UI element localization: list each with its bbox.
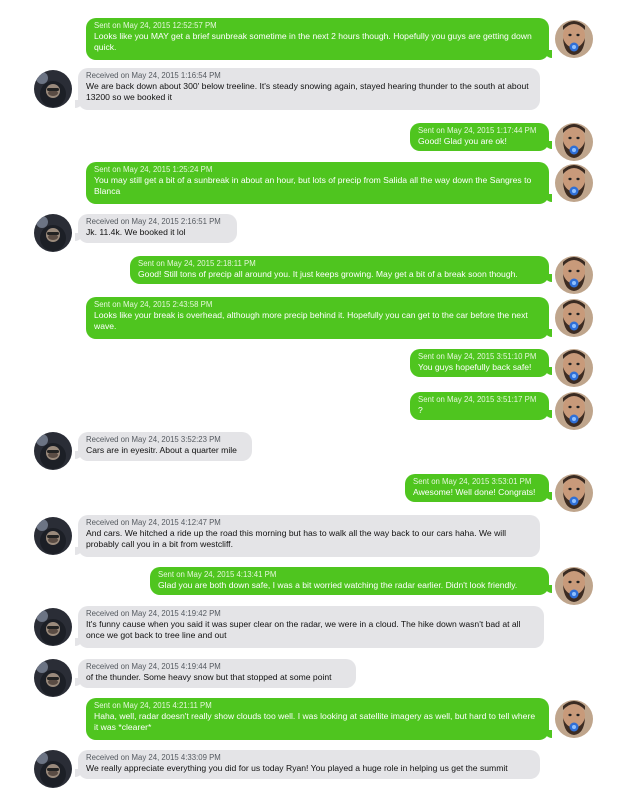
avatar-bearded-man-with-pacifier-icon[interactable]	[555, 256, 593, 294]
bubble-tail	[75, 451, 83, 459]
message-text: ?	[418, 405, 423, 415]
message-text: Cars are in eyesitr. About a quarter mile	[86, 445, 237, 455]
message-timestamp: Received on May 24, 2015 4:19:42 PM	[86, 609, 221, 618]
bubble-tail	[544, 492, 552, 500]
message-text: Good! Still tons of precip all around you. It just keeps growing. May get a bit of a break soon though.	[138, 269, 518, 279]
received-message-bubble[interactable]	[78, 214, 237, 243]
sent-message-bubble[interactable]	[410, 123, 549, 151]
received-message-bubble[interactable]	[78, 68, 540, 110]
message-timestamp: Sent on May 24, 2015 4:13:41 PM	[158, 570, 277, 579]
sent-message-bubble[interactable]	[405, 474, 549, 502]
sent-message-bubble[interactable]	[410, 392, 549, 420]
bubble-tail	[544, 730, 552, 738]
received-message-bubble[interactable]	[78, 659, 356, 688]
avatar-hiker-in-hood-icon[interactable]	[34, 70, 72, 108]
message-timestamp: Received on May 24, 2015 4:19:44 PM	[86, 662, 221, 671]
message-text: Haha, well, radar doesn't really show clouds too well. I was looking at satellite imagery as well, but hard to tell where it was *clearer*	[94, 711, 536, 732]
received-message-bubble[interactable]	[78, 515, 540, 557]
avatar-bearded-man-with-pacifier-icon[interactable]	[555, 474, 593, 512]
message-text: We really appreciate everything you did for us today Ryan! You played a huge role in helping us get the summit	[86, 763, 508, 773]
bubble-tail	[544, 585, 552, 593]
sent-message-bubble[interactable]	[150, 567, 549, 595]
avatar-hiker-in-hood-icon[interactable]	[34, 432, 72, 470]
avatar-hiker-in-hood-icon[interactable]	[34, 750, 72, 788]
message-timestamp: Sent on May 24, 2015 1:17:44 PM	[418, 126, 537, 135]
message-row	[0, 123, 630, 151]
bubble-tail	[75, 678, 83, 686]
avatar-bearded-man-with-pacifier-icon[interactable]	[555, 20, 593, 58]
message-row	[0, 18, 630, 60]
message-row	[0, 256, 630, 284]
received-message-bubble[interactable]	[78, 606, 544, 648]
message-row	[0, 515, 630, 557]
sent-message-bubble[interactable]	[130, 256, 549, 284]
message-timestamp: Sent on May 24, 2015 4:21:11 PM	[94, 701, 212, 710]
sent-message-bubble[interactable]	[86, 297, 549, 339]
bubble-tail	[544, 141, 552, 149]
message-timestamp: Sent on May 24, 2015 12:52:57 PM	[94, 21, 217, 30]
message-text: Awesome! Well done! Congrats!	[413, 487, 536, 497]
bubble-tail	[544, 274, 552, 282]
message-row	[0, 297, 630, 339]
avatar-hiker-in-hood-icon[interactable]	[34, 517, 72, 555]
message-text: Glad you are both down safe, I was a bit worried watching the radar earlier. Didn't look friendly.	[158, 580, 518, 590]
message-text: Looks like your break is overhead, although more precip behind it. Hopefully you can get to the car before the next wave.	[94, 310, 528, 331]
message-text: You guys hopefully back safe!	[418, 362, 532, 372]
sent-message-bubble[interactable]	[410, 349, 549, 377]
sent-message-bubble[interactable]	[86, 698, 549, 740]
avatar-bearded-man-with-pacifier-icon[interactable]	[555, 349, 593, 387]
message-timestamp: Sent on May 24, 2015 3:51:10 PM	[418, 352, 537, 361]
avatar-hiker-in-hood-icon[interactable]	[34, 659, 72, 697]
bubble-tail	[544, 367, 552, 375]
message-row	[0, 750, 630, 779]
avatar-hiker-in-hood-icon[interactable]	[34, 608, 72, 646]
message-row	[0, 567, 630, 595]
bubble-tail	[75, 100, 83, 108]
received-message-bubble[interactable]	[78, 750, 540, 779]
message-timestamp: Received on May 24, 2015 3:52:23 PM	[86, 435, 221, 444]
bubble-tail	[75, 638, 83, 646]
message-text: Good! Glad you are ok!	[418, 136, 507, 146]
bubble-tail	[75, 769, 83, 777]
avatar-hiker-in-hood-icon[interactable]	[34, 214, 72, 252]
message-row	[0, 474, 630, 502]
message-timestamp: Received on May 24, 2015 2:16:51 PM	[86, 217, 221, 226]
message-timestamp: Sent on May 24, 2015 2:18:11 PM	[138, 259, 256, 268]
message-row	[0, 214, 630, 243]
avatar-bearded-man-with-pacifier-icon[interactable]	[555, 123, 593, 161]
message-row	[0, 606, 630, 648]
message-text: You may still get a bit of a sunbreak in about an hour, but lots of precip from Salida all the way down the Sangres to Blanca	[94, 175, 532, 196]
bubble-tail	[75, 233, 83, 241]
bubble-tail	[544, 50, 552, 58]
avatar-bearded-man-with-pacifier-icon[interactable]	[555, 700, 593, 738]
message-text: of the thunder. Some heavy snow but that stopped at some point	[86, 672, 332, 682]
message-row	[0, 68, 630, 110]
sent-message-bubble[interactable]	[86, 162, 549, 204]
message-row	[0, 162, 630, 204]
message-timestamp: Sent on May 24, 2015 1:25:24 PM	[94, 165, 213, 174]
bubble-tail	[544, 329, 552, 337]
avatar-bearded-man-with-pacifier-icon[interactable]	[555, 299, 593, 337]
message-timestamp: Sent on May 24, 2015 3:51:17 PM	[418, 395, 537, 404]
message-text: Jk. 11.4k. We booked it lol	[86, 227, 186, 237]
message-timestamp: Sent on May 24, 2015 2:43:58 PM	[94, 300, 213, 309]
bubble-tail	[544, 410, 552, 418]
message-text: We are back down about 300' below treeline. It's steady snowing again, stayed hearing thunder to the south at about 13200 so we booked it	[86, 81, 529, 102]
message-text: And cars. We hitched a ride up the road this morning but has to walk all the way back to our cars haha. We will probably call you in a bit from westcliff.	[86, 528, 507, 549]
message-text: It's funny cause when you said it was super clear on the radar, we were in a cloud. The hike down wasn't bad at all once we got back to tree line and out	[86, 619, 521, 640]
message-row	[0, 698, 630, 740]
avatar-bearded-man-with-pacifier-icon[interactable]	[555, 164, 593, 202]
bubble-tail	[544, 194, 552, 202]
avatar-bearded-man-with-pacifier-icon[interactable]	[555, 567, 593, 605]
received-message-bubble[interactable]	[78, 432, 252, 461]
message-timestamp: Received on May 24, 2015 1:16:54 PM	[86, 71, 221, 80]
message-row	[0, 659, 630, 688]
message-row	[0, 349, 630, 377]
avatar-bearded-man-with-pacifier-icon[interactable]	[555, 392, 593, 430]
message-text: Looks like you MAY get a brief sunbreak sometime in the next 2 hours though. Hopefully you guys are getting down quick.	[94, 31, 532, 52]
message-timestamp: Received on May 24, 2015 4:12:47 PM	[86, 518, 221, 527]
sent-message-bubble[interactable]	[86, 18, 549, 60]
message-row	[0, 432, 630, 461]
bubble-tail	[75, 547, 83, 555]
message-timestamp: Received on May 24, 2015 4:33:09 PM	[86, 753, 221, 762]
message-row	[0, 392, 630, 420]
message-timestamp: Sent on May 24, 2015 3:53:01 PM	[413, 477, 532, 486]
